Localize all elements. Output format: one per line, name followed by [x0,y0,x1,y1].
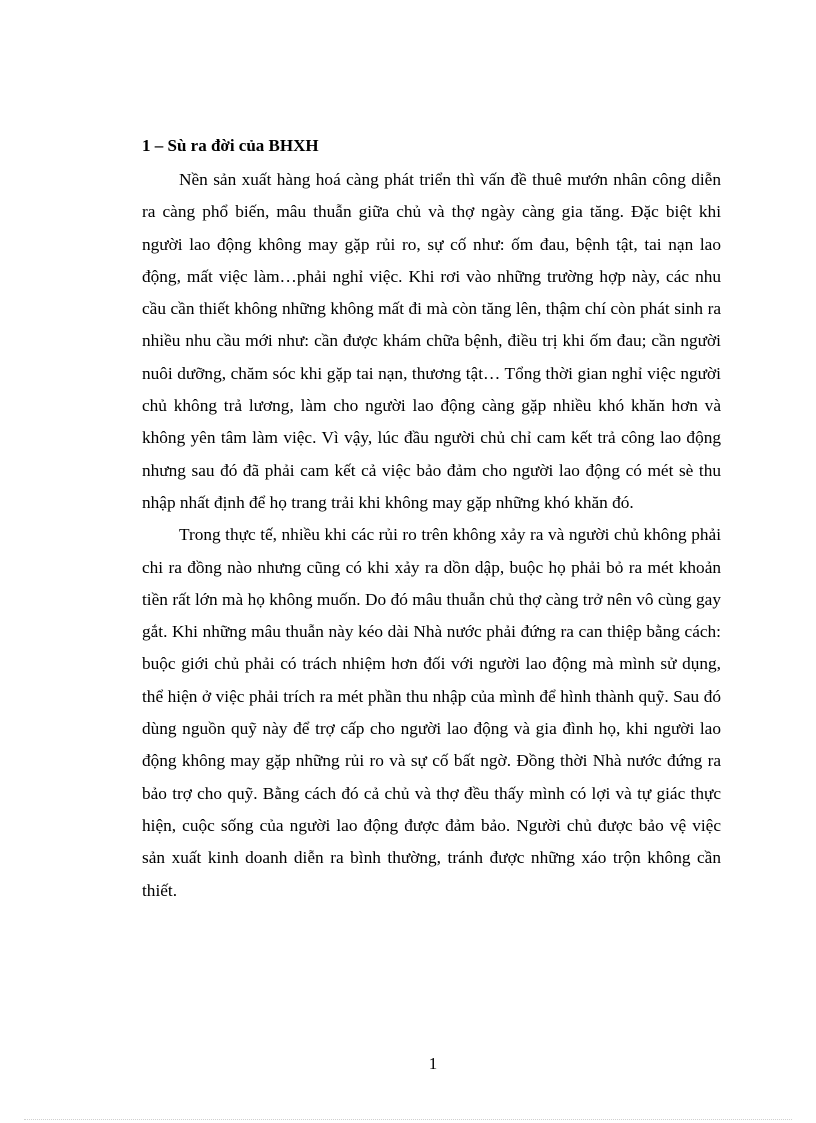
page-number: 1 [428,1054,438,1073]
body-text [142,164,721,907]
paragraph-1: Nền sản xuất hàng hoá càng phát triển thì vấn đề thuê mướn nhân công diễn ra càng phổ biến, mâu thuẫn giữa chủ và thợ ngày càng gia tăng. Đặc biệt khi người lao động không may gặp rủi ro, sự cố như: ốm đau, bệnh tật, tai nạn lao động, mất việc làm…phải nghỉ việc. Khi rơi vào những trường hợp này, các nhu cầu cần thiết không những không mất đi mà còn tăng lên, thậm chí còn phát sinh ra nhiều nhu cầu mới như: cần được khám chữa bệnh, điều trị khi ốm đau; cần người nuôi dưỡng, chăm sóc khi gặp tai nạn, thương tật… Tổng thời gian nghỉ việc người chủ không trả lương, làm cho người lao động càng gặp nhiều khó khăn hơn và không yên tâm làm việc. Vì vậy, lúc đầu người chủ chỉ cam kết trả công lao động nhưng sau đó đã phải cam kết cả việc bảo đảm cho người lao động có mét sè thu nhập nhất định để họ trang trải khi không may gặp những khó khăn đó. [142,170,721,512]
section-heading: 1 – Sù ra đời của BHXH [142,136,319,155]
page-edge-divider [24,1119,792,1120]
paragraph-2: Trong thực tế, nhiều khi các rủi ro trên không xảy ra và người chủ không phải chi ra đồng nào nhưng cũng có khi xảy ra dồn dập, buộc họ phải bỏ ra mét khoản tiền rất lớn mà họ không muốn. Do đó mâu thuẫn chủ thợ càng trở nên vô cùng gay gắt. Khi những mâu thuẫn này kéo dài Nhà nước phải đứng ra can thiệp bằng cách: buộc giới chủ phải có trách nhiệm hơn đối với người lao động mà mình sử dụng, thể hiện ở việc phải trích ra mét phần thu nhập của mình để hình thành quỹ. Sau đó dùng nguồn quỹ này để trợ cấp cho người lao động và gia đình họ, khi người lao động không may gặp những rủi ro và sự cố bất ngờ. Đồng thời Nhà nước đứng ra bảo trợ cho quỹ. Bằng cách đó cả chủ và thợ đều thấy mình có lợi và tự giác thực hiện, cuộc sống của người lao động được đảm bảo. Người chủ được bảo vệ việc sản xuất kinh doanh diễn ra bình thường, tránh được những xáo trộn không cần thiết. [142,525,721,900]
